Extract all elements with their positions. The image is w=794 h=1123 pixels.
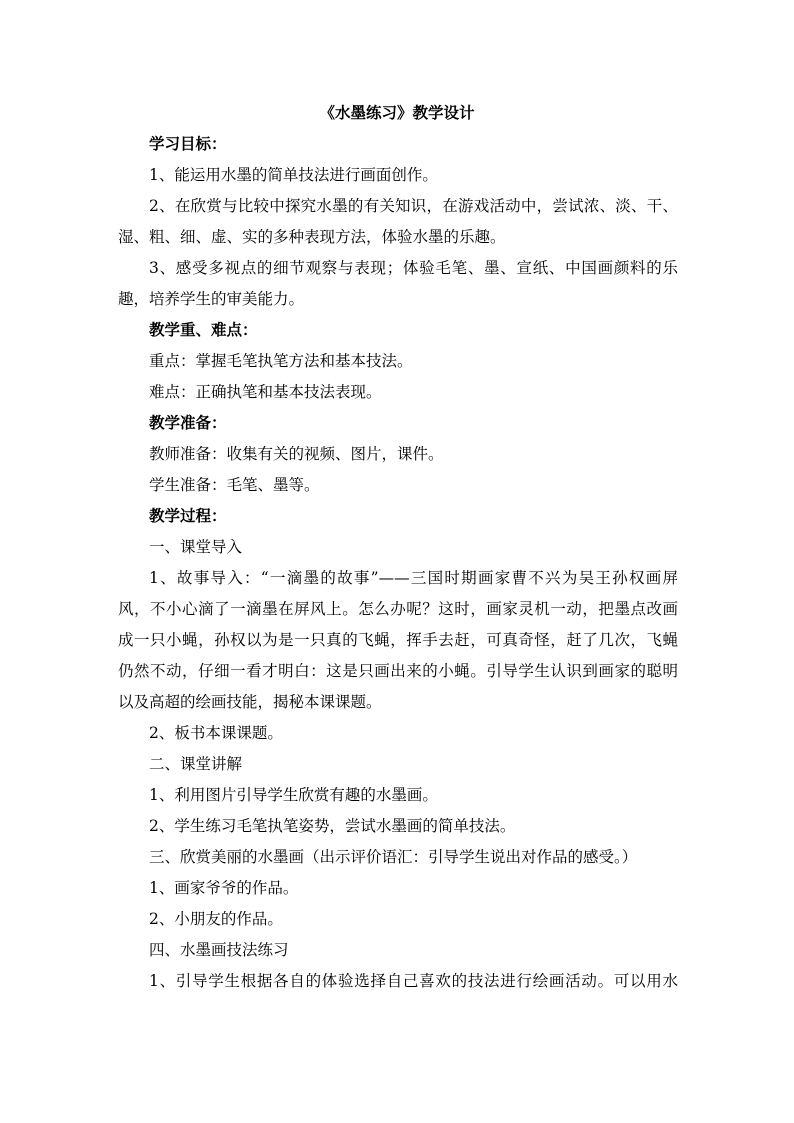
paragraph-line: 仍然不动，仔细一看才明白：这是只画出来的小蝇。引导学生认识到画家的聪明 xyxy=(118,662,678,680)
paragraph-line: 重点：掌握毛笔执笔方法和基本技法。 xyxy=(149,352,413,370)
paragraph-line: 1、引导学生根据各自的体验选择自己喜欢的技法进行绘画活动。可以用水 xyxy=(149,972,678,990)
paragraph-line: 难点：正确执笔和基本技法表现。 xyxy=(149,383,382,401)
subheading-line: 四、水墨画技法练习 xyxy=(149,941,289,959)
subheading-line: 三、欣赏美丽的水墨画（出示评价语汇：引导学生说出对作品的感受。） xyxy=(149,848,638,866)
section-heading-process: 教学过程： xyxy=(149,507,227,525)
section-heading-key-points: 教学重、难点： xyxy=(149,321,258,339)
paragraph-line: 教师准备：收集有关的视频、图片，课件。 xyxy=(149,445,444,463)
paragraph-line: 1、利用图片引导学生欣赏有趣的水墨画。 xyxy=(149,786,438,804)
paragraph-line: 1、画家爷爷的作品。 xyxy=(149,879,299,897)
paragraph-line: 风，不小心滴了一滴墨在屏风上。怎么办呢？这时，画家灵机一动，把墨点改画 xyxy=(118,600,678,618)
paragraph-line: 1、故事导入：“一滴墨的故事”——三国时期画家曹不兴为吴王孙权画屏 xyxy=(149,569,678,587)
paragraph-line: 趣，培养学生的审美能力。 xyxy=(118,290,305,308)
paragraph-line: 成一只小蝇，孙权以为是一只真的飞蝇，挥手去赶，可真奇怪，赶了几次，飞蝇 xyxy=(118,631,678,649)
paragraph-line: 2、在欣赏与比较中探究水墨的有关知识，在游戏活动中，尝试浓、淡、干、 xyxy=(149,197,678,215)
paragraph-line: 湿、粗、细、虚、实的多种表现方法，体验水墨的乐趣。 xyxy=(118,228,506,246)
paragraph-line: 1、能运用水墨的简单技法进行画面创作。 xyxy=(149,166,438,184)
document-title: 《水墨练习》教学设计 xyxy=(319,104,475,122)
section-heading-objectives: 学习目标： xyxy=(149,135,227,153)
paragraph-line: 2、小朋友的作品。 xyxy=(149,910,283,928)
paragraph-line: 2、板书本课课题。 xyxy=(149,724,283,742)
subheading-line: 一、课堂导入 xyxy=(149,538,243,556)
section-heading-preparation: 教学准备： xyxy=(149,414,227,432)
paragraph-line: 以及高超的绘画技能，揭秘本课课题。 xyxy=(118,693,382,711)
paragraph-line: 学生准备：毛笔、墨等。 xyxy=(149,476,320,494)
paragraph-line: 2、学生练习毛笔执笔姿势，尝试水墨画的简单技法。 xyxy=(149,817,516,835)
paragraph-line: 3、感受多视点的细节观察与表现；体验毛笔、墨、宣纸、中国画颜料的乐 xyxy=(149,259,678,277)
subheading-line: 二、课堂讲解 xyxy=(149,755,243,773)
